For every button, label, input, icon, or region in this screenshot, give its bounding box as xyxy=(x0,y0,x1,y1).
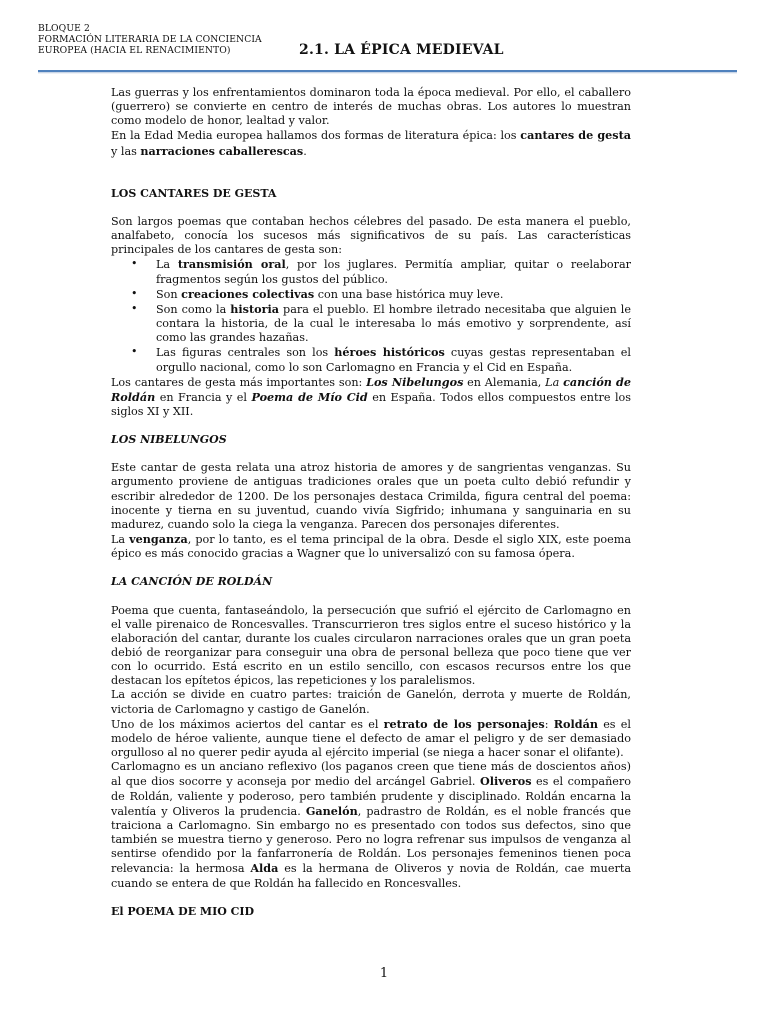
list-item-bold: héroes históricos xyxy=(334,345,445,360)
list-item xyxy=(131,345,631,374)
section-heading-mio-cid: El POEMA DE MIO CID xyxy=(111,904,255,918)
text-run: Los cantares de gesta más importantes son: xyxy=(111,375,367,389)
text-run: La xyxy=(111,533,130,547)
list-item-text: La xyxy=(156,258,178,272)
text-bold-retrato: retrato de los personajes xyxy=(383,716,545,731)
list-item-text: con una base histórica muy leve. xyxy=(314,287,504,301)
text-run: en España. Todos ellos compuestos entre los siglos XI y XII. xyxy=(111,390,632,418)
text-run: , padrastro de Roldán, es el noble francés que traiciona a Carlomagno. Sin embargo no es presentado con todos sus defectos, sino que también se muestra tierno y generoso. Pero no logra refrenar sus impulsos de venganza al sentirse ofendido por la fanfarronería de Roldán. Los personajes femeninos tienen poca relevancia: la hermosa xyxy=(111,804,632,876)
text-run: es el compañero de Roldán, valiente y poderoso, pero también prudente y disciplinado. Roldán encarna la valentía y Oliveros la prudencia. xyxy=(111,775,631,818)
list-item-text: Son como la xyxy=(156,302,231,316)
cantares-important-works xyxy=(111,375,631,419)
text-run: en Francia y el xyxy=(155,390,252,404)
bullet-icon: • xyxy=(131,286,138,300)
section-heading-cantares: LOS CANTARES DE GESTA xyxy=(111,186,277,200)
list-item xyxy=(131,257,631,286)
header-block-line1: BLOQUE 2 xyxy=(38,23,90,34)
nibelungos-paragraph-1: Este cantar de gesta relata una atroz historia de amores y de sangrientas venganzas. Su argumento proviene de antiguas tradiciones orales que un poeta culto debió refundir y escribir alrededor de 1200. De los personajes destaca Crimilda, figura central del poema: inocente y tierna en su juventud, cuando vivía Sigfrido; inhumana y sanguinaria en su madurez, cuando solo la ciega la venganza. Parecen dos personajes diferentes. xyxy=(111,461,631,531)
list-item-text: , por los juglares. Permitía ampliar, quitar o reelaborar fragmentos según los gustos del público. xyxy=(156,258,631,286)
header-divider-shadow xyxy=(38,72,737,74)
roldan-paragraph-3 xyxy=(111,717,631,760)
list-item xyxy=(131,286,631,302)
page-number: 1 xyxy=(379,966,389,981)
bullet-icon: • xyxy=(131,257,138,271)
intro-bold-narraciones: narraciones caballerescas xyxy=(140,143,304,158)
list-item-text: para el pueblo. El hombre iletrado necesitaba que alguien le contara la historia, de la cual le interesaba lo más emotivo y sorprendente, así como las grandes hazañas. xyxy=(156,302,631,345)
page-title: 2.1. LA ÉPICA MEDIEVAL xyxy=(299,42,504,58)
work-title-nibelungos: Los Nibelungos xyxy=(366,374,464,389)
text-bold-oliveros: Oliveros xyxy=(479,774,532,789)
text-run: Uno de los máximos aciertos del cantar es el xyxy=(111,717,384,731)
text-run: , por lo tanto, es el tema principal de la obra. Desde el siglo XIX, este poema épico es más conocido gracias a Wagner que lo universalizó con su famosa ópera. xyxy=(111,533,632,561)
list-item-text: cuyas gestas representaban el orgullo nacional, como lo son Carlomagno en Francia y el Cid en España. xyxy=(156,346,631,374)
intro-paragraph-2 xyxy=(111,128,631,158)
header-block-line2: FORMACIÓN LITERARIA DE LA CONCIENCIA xyxy=(38,34,262,46)
list-item xyxy=(131,301,631,345)
document-body xyxy=(111,86,631,919)
roldan-paragraph-4 xyxy=(111,760,631,890)
text-run: es la hermana de Oliveros y novia de Roldán, cae muerta cuando se entera de que Roldán ha fallecido en Roncesvalles. xyxy=(111,862,631,890)
text-run: Carlomagno es un anciano reflexivo (los paganos creen que tiene más de doscientos años) al que dios socorre y aconseja por medio del arcángel Gabriel. xyxy=(111,760,631,789)
list-item-bold: transmisión oral xyxy=(177,257,286,272)
header-block-label xyxy=(38,23,262,57)
nibelungos-paragraph-2 xyxy=(111,532,631,561)
bullet-icon: • xyxy=(131,301,138,315)
work-title-mio-cid: Poema de Mío Cid xyxy=(251,389,368,404)
section-heading-roldan xyxy=(111,575,631,589)
text-bold-roldan: Roldán xyxy=(553,716,598,731)
cantares-intro: Son largos poemas que contaban hechos célebres del pasado. De esta manera el pueblo, analfabeto, conocía los sucesos más significativos de su país. Las características principales de los cantares de gesta son: xyxy=(111,214,631,257)
text-bold-alda: Alda xyxy=(250,861,279,876)
roldan-paragraph-1: Poema que cuenta, fantaseándolo, la persecución que sufrió el ejército de Carlomagno en el valle pirenaico de Roncesvalles. Transcurrieron tres siglos entre el suceso histórico y la elaboración del cantar, durante los cuales circularon narraciones orales que un gran poeta debió de reorganizar para conseguir una obra de personal belleza que poco tiene que ver con lo ocurrido. Está escrito en un estilo sencillo, con escasos recursos entre los que destacan los epítetos épicos, las repeticiones y los paralelismos. xyxy=(111,603,631,688)
intro-paragraph-1: Las guerras y los enfrentamientos dominaron toda la época medieval. Por ello, el caballero (guerrero) se convierte en centro de interés de muchas obras. Los autores lo muestran como modelo de honor, lealtad y valor. xyxy=(111,86,631,128)
section-heading-text: LOS NIBELUNGOS xyxy=(111,433,227,447)
text-run: en Alemania, xyxy=(463,375,546,389)
section-heading-text: LA CANCIÓN DE ROLDÁN xyxy=(111,575,273,589)
list-item-bold: creaciones colectivas xyxy=(181,286,315,301)
intro-text: y las xyxy=(111,144,141,158)
work-title-roldan: canción de Roldán xyxy=(111,374,631,404)
bullet-icon: • xyxy=(131,345,138,359)
text-bold-venganza: venganza xyxy=(129,532,188,547)
roldan-paragraph-2: La acción se divide en cuatro partes: traición de Ganelón, derrota y muerte de Roldán, victoria de Carlomagno y castigo de Ganelón. xyxy=(111,688,631,716)
list-item-text: Son xyxy=(156,287,182,301)
list-item-bold: historia xyxy=(230,301,279,316)
intro-bold-cantares: cantares de gesta xyxy=(520,128,631,143)
list-item-text: Las figuras centrales son los xyxy=(156,346,335,360)
text-run: : xyxy=(544,717,554,731)
intro-text: En la Edad Media europea hallamos dos formas de literatura épica: los xyxy=(111,129,521,143)
intro-text: . xyxy=(303,144,307,158)
text-bold-ganelon: Ganelón xyxy=(305,803,358,818)
text-run-italic: La xyxy=(545,375,564,389)
cantares-characteristics-list xyxy=(111,257,631,374)
section-heading-nibelungos xyxy=(111,433,631,447)
header-block-line3: EUROPEA (HACIA EL RENACIMIENTO) xyxy=(38,45,231,57)
text-run: es el modelo de héroe valiente, aunque tiene el defecto de amar el peligro y de ser demasiado orgulloso al no querer pedir ayuda al ejército imperial (se niega a hacer sonar el olifante). xyxy=(111,717,631,760)
